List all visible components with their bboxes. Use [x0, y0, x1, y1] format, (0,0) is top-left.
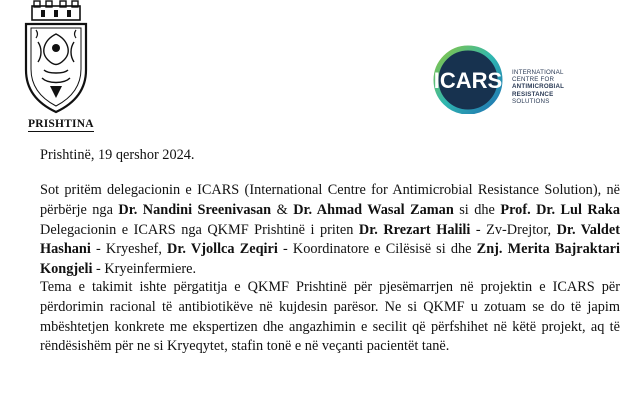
bold-name-run: Prof. Dr. Lul Raka [500, 201, 620, 218]
text-run: - Koordinatore e Cilësisë si dhe [277, 241, 477, 258]
bold-name-run: Dr. Vjollca Zeqiri [167, 241, 278, 258]
icars-tagline-line: ANTIMICROBIAL [512, 83, 565, 91]
icars-tagline-line: SOLUTIONS [512, 97, 550, 105]
text-run: Delegacionin e ICARS nga QKMF Prishtinë i priten [40, 221, 359, 238]
icars-tagline [512, 69, 622, 105]
bold-name-run: Dr. Nandini Sreenivasan [118, 201, 272, 218]
icars-tagline-line: INTERNATIONAL [512, 69, 564, 76]
crest-city-name: PRISHTINA [28, 118, 94, 130]
bold-name-run: Znj. Merita Bajraktari Kongjeli [40, 241, 620, 278]
text-run: Sot pritëm delegacionin e ICARS (International Centre for Antimicrobial Resistance Solution), në përbërje nga [40, 182, 620, 218]
icars-tagline-line: RESISTANCE [512, 90, 554, 98]
icars-logo-text: ICARS [433, 68, 503, 93]
text-run: & [271, 201, 294, 218]
bold-name-run: Dr. Rrezart Halili [358, 221, 471, 238]
bold-name-run: Dr. Valdet Hashani [40, 221, 620, 258]
meeting-participants-paragraph [40, 181, 620, 280]
icars-tagline-line: CENTRE FOR [512, 76, 555, 84]
text-run: - Zv-Drejtor, [470, 221, 557, 238]
document-date: Prishtinë, 19 qershor 2024. [40, 147, 195, 163]
prishtina-crest-logo [14, 0, 98, 118]
bold-name-run: Dr. Ahmad Wasal Zaman [293, 201, 454, 218]
text-run: si dhe [453, 201, 501, 218]
text-run: - Kryeinfermiere. [92, 261, 197, 278]
text-run: - Kryeshef, [90, 241, 168, 258]
meeting-topic-paragraph: Tema e takimit ishte përgatitja e QKMF Prishtinë për pjesëmarrjen në projektin e ICARS për përdorimin racional të antibiotikëve në kujdesin parësor. Ne si QKMF u zotuam se do të japim mbështetjen konkrete me ekspertizen dhe angazhimin e secilit që përfshihet në këtë projekt, aq të rëndësishëm për ne si Kryeqytet, stafin tonë e në veçanti pacientët tanë. [40, 279, 620, 355]
